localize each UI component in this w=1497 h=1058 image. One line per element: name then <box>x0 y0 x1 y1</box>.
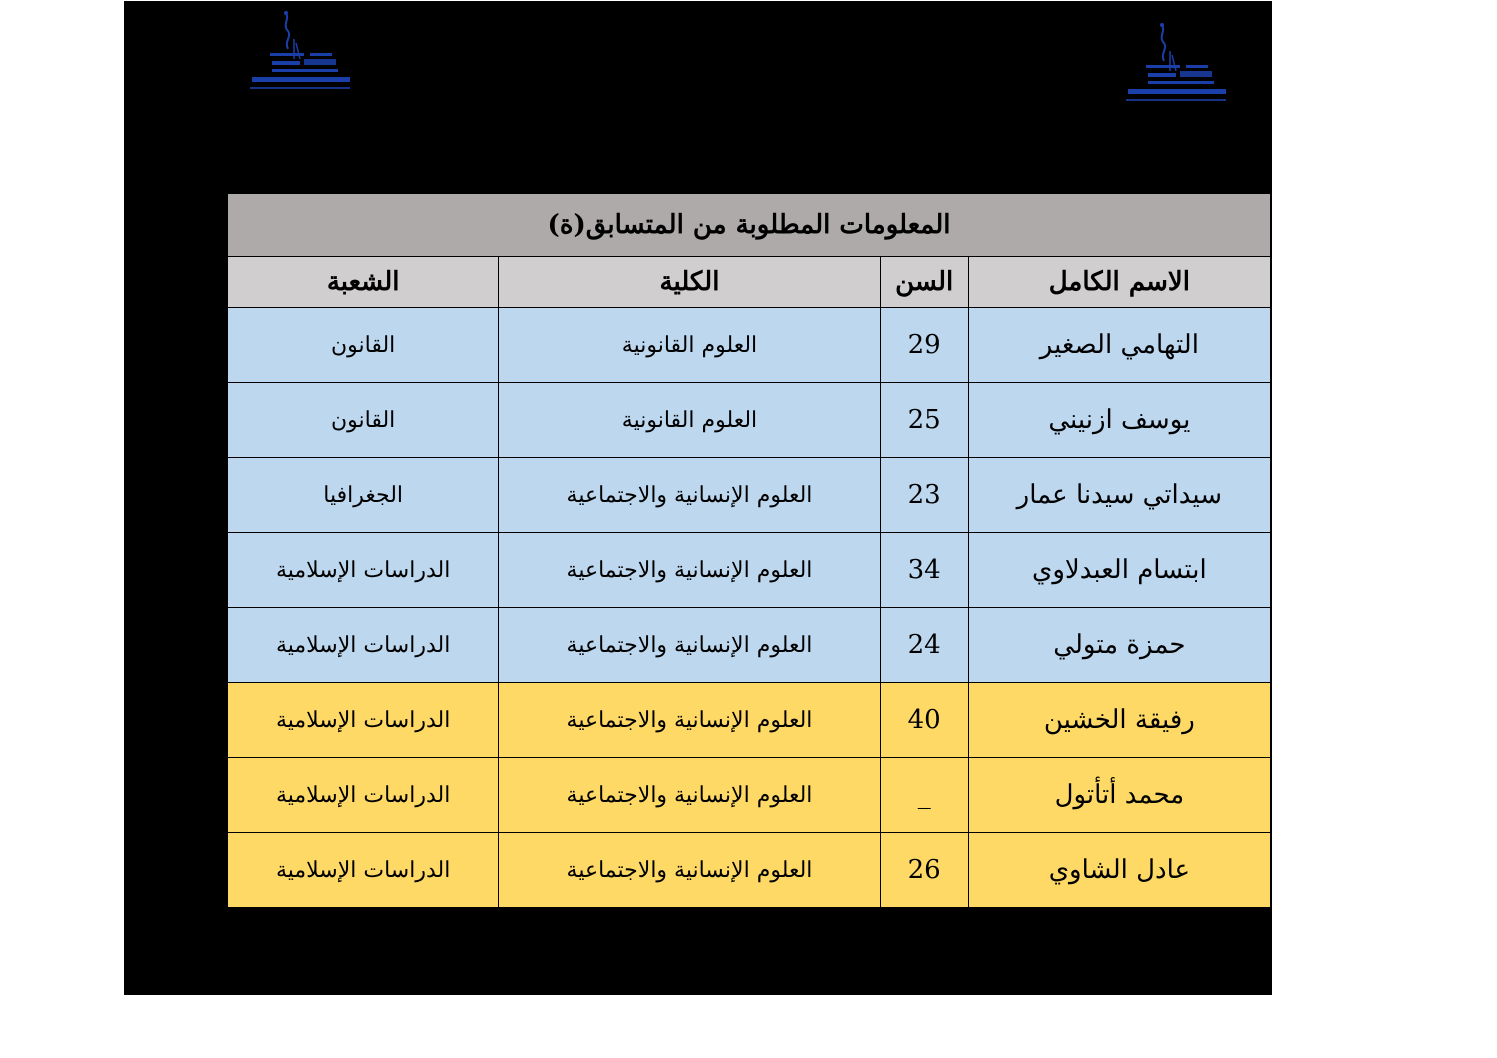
table-row <box>228 608 1271 683</box>
cell-branch: الدراسات الإسلامية <box>228 833 499 908</box>
table-row <box>228 833 1271 908</box>
cell-faculty: العلوم الإنسانية والاجتماعية <box>499 758 880 833</box>
cell-faculty: العلوم الإنسانية والاجتماعية <box>499 608 880 683</box>
cell-faculty: العلوم الإنسانية والاجتماعية <box>499 458 880 533</box>
table-row <box>228 533 1271 608</box>
cell-age: 23 <box>880 458 968 533</box>
cell-branch: الدراسات الإسلامية <box>228 683 499 758</box>
table-row <box>228 383 1271 458</box>
header-branch: الشعبة <box>228 257 499 308</box>
cell-faculty: العلوم الإنسانية والاجتماعية <box>499 533 880 608</box>
cell-branch: الدراسات الإسلامية <box>228 608 499 683</box>
table-row <box>228 308 1271 383</box>
cell-full-name: حمزة متولي <box>968 608 1270 683</box>
table-row <box>228 758 1271 833</box>
table-title: المعلومات المطلوبة من المتسابق(ة) <box>228 194 1271 257</box>
cell-branch: القانون <box>228 383 499 458</box>
document-page <box>124 1 1272 995</box>
cell-branch: الجغرافيا <box>228 458 499 533</box>
table-row <box>228 458 1271 533</box>
header-age: السن <box>880 257 968 308</box>
cell-age: 26 <box>880 833 968 908</box>
cell-faculty: العلوم القانونية <box>499 383 880 458</box>
cell-branch: الدراسات الإسلامية <box>228 758 499 833</box>
cell-faculty: العلوم القانونية <box>499 308 880 383</box>
cell-branch: الدراسات الإسلامية <box>228 533 499 608</box>
header-faculty: الكلية <box>499 257 880 308</box>
cell-age: 24 <box>880 608 968 683</box>
header-full-name: الاسم الكامل <box>968 257 1270 308</box>
cell-full-name: سيداتي سيدنا عمار <box>968 458 1270 533</box>
cell-age: 40 <box>880 683 968 758</box>
contestants-table <box>227 193 1271 908</box>
university-logo-icon <box>1126 21 1236 119</box>
cell-age: 29 <box>880 308 968 383</box>
cell-full-name: ابتسام العبدلاوي <box>968 533 1270 608</box>
cell-branch: القانون <box>228 308 499 383</box>
cell-full-name: عادل الشاوي <box>968 833 1270 908</box>
table-row <box>228 683 1271 758</box>
university-logo-icon <box>250 9 360 107</box>
cell-age: _ <box>880 758 968 833</box>
cell-age: 25 <box>880 383 968 458</box>
cell-full-name: التهامي الصغير <box>968 308 1270 383</box>
cell-full-name: رفيقة الخشين <box>968 683 1270 758</box>
cell-age: 34 <box>880 533 968 608</box>
cell-faculty: العلوم الإنسانية والاجتماعية <box>499 833 880 908</box>
cell-full-name: محمد أتأتول <box>968 758 1270 833</box>
cell-faculty: العلوم الإنسانية والاجتماعية <box>499 683 880 758</box>
cell-full-name: يوسف ازنيني <box>968 383 1270 458</box>
